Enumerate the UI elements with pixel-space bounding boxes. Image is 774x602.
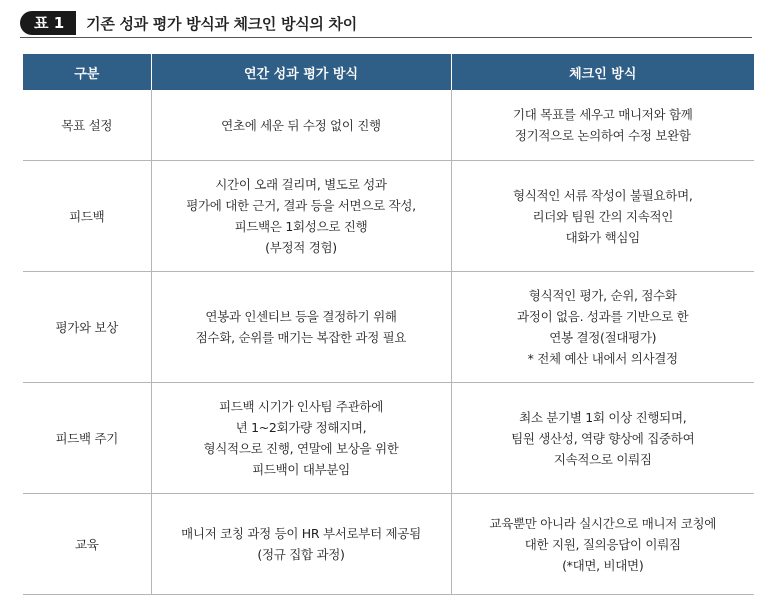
row-category: 평가와 보상 — [23, 272, 151, 383]
annual-cell — [151, 494, 451, 595]
table-row — [23, 383, 754, 494]
annual-cell — [151, 161, 451, 272]
cell-line: 기대 목표를 세우고 매니저와 함께 — [512, 107, 693, 122]
table-title: 기존 성과 평가 방식과 체크인 방식의 차이 — [86, 14, 357, 33]
cell-line: 년 1~2회가량 정해지며, — [235, 420, 367, 435]
row-category: 피드백 주기 — [23, 383, 151, 494]
cell-line: (부정적 경험) — [265, 240, 337, 255]
row-category: 교육 — [23, 494, 151, 595]
cell-line: 대화가 핵심임 — [565, 229, 640, 245]
cell-line: 점수화, 순위를 매기는 복잡한 과정 필요 — [195, 330, 407, 345]
title-divider — [20, 37, 752, 38]
cell-line: 피드백은 1회성으로 진행 — [234, 219, 368, 234]
cell-line: 형식적인 평가, 순위, 점수화 — [528, 288, 677, 303]
row-category: 피드백 — [23, 161, 151, 272]
table-number-badge: 표 1 — [20, 11, 76, 35]
cell-line: 정기적으로 논의하여 수정 보완함 — [514, 128, 691, 143]
checkin-cell — [451, 161, 754, 272]
cell-line: 형식적으로 진행, 연말에 보상을 위한 — [203, 441, 399, 456]
cell-line: 형식적인 서류 작성이 불필요하며, — [512, 187, 693, 203]
row-category: 목표 설정 — [23, 90, 151, 161]
header-check-in: 체크인 방식 — [451, 54, 754, 90]
cell-line: 대한 지원, 질의응답이 이뤄짐 — [524, 536, 681, 552]
cell-line: 연초에 세운 뒤 수정 없이 진행 — [221, 117, 381, 133]
cell-line: (정규 집합 과정) — [257, 547, 345, 562]
cell-line: 시간이 오래 걸리며, 별도로 성과 — [215, 177, 387, 192]
cell-line: 피드백이 대부분임 — [252, 462, 350, 477]
table-row — [23, 494, 754, 595]
checkin-cell — [451, 90, 754, 161]
cell-line: (*대면, 비대면) — [562, 557, 644, 573]
cell-line: * 전체 예산 내에서 의사결정 — [527, 351, 678, 366]
cell-line: 피드백 시기가 인사팀 주관하에 — [218, 399, 384, 414]
checkin-cell — [451, 494, 754, 595]
annual-cell — [151, 90, 451, 161]
cell-line: 리더와 팀원 간의 지속적인 — [532, 208, 674, 224]
checkin-cell — [451, 383, 754, 494]
table-header-row — [23, 54, 754, 90]
header-category: 구분 — [23, 54, 151, 90]
comparison-table — [23, 54, 754, 595]
annual-cell — [151, 383, 451, 494]
cell-line: 평가에 대한 근거, 결과 등을 서면으로 작성, — [186, 198, 416, 213]
cell-line: 연봉 결정(절대평가) — [549, 330, 657, 345]
cell-line: 팀원 생산성, 역량 향상에 집중하여 — [511, 430, 695, 446]
cell-line: 지속적으로 이뤄짐 — [553, 451, 652, 467]
table-caption — [20, 8, 752, 38]
table-row — [23, 272, 754, 383]
table-row — [23, 90, 754, 161]
cell-line: 매니저 코칭 과정 등이 HR 부서로부터 제공됨 — [181, 526, 421, 541]
cell-line: 과정이 없음. 성과를 기반으로 한 — [517, 309, 689, 324]
checkin-cell — [451, 272, 754, 383]
cell-line: 교육뿐만 아니라 실시간으로 매니저 코칭에 — [489, 515, 717, 531]
table-row — [23, 161, 754, 272]
header-annual-review: 연간 성과 평가 방식 — [151, 54, 451, 90]
cell-line: 최소 분기별 1회 이상 진행되며, — [519, 409, 687, 425]
annual-cell — [151, 272, 451, 383]
cell-line: 연봉과 인센티브 등을 결정하기 위해 — [205, 309, 397, 324]
